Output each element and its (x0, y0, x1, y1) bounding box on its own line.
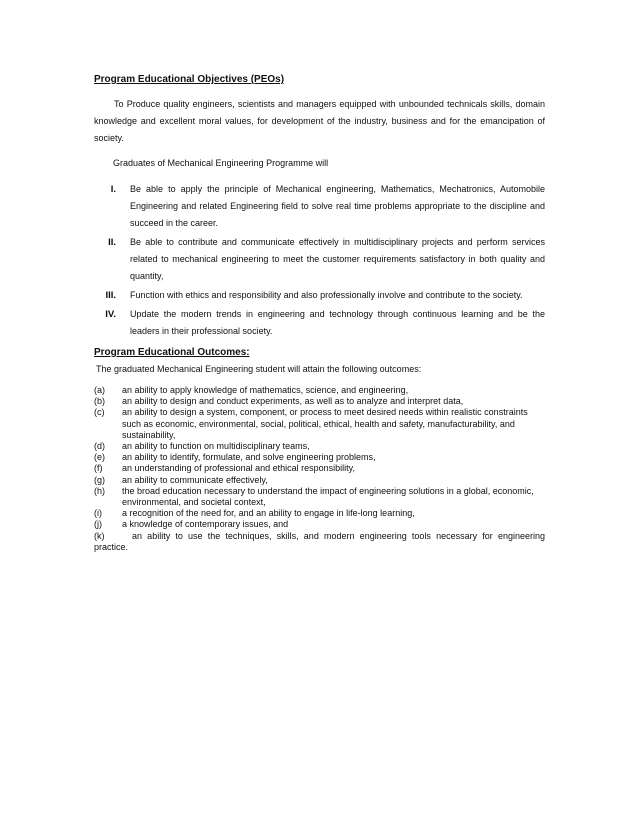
outcome-item (94, 508, 545, 519)
outcome-label: (k) (94, 530, 105, 541)
outcome-text: an ability to design a system, component, or process to meet desired needs within realistic constraints such as economic, environmental, social, political, ethical, health and safety, manufacturability, and sustainability, (122, 407, 528, 440)
peo-item (94, 181, 545, 232)
peo-item-number: IV. (105, 309, 116, 320)
outcome-text: an ability to use the techniques, skills, and modern engineering tools necessary for engineering practice. (94, 530, 545, 552)
outcome-text: the broad education necessary to understand the impact of engineering solutions in a global, economic, environmental, and societal context, (122, 485, 534, 508)
peo-item-text: Be able to apply the principle of Mechanical engineering, Mathematics, Mechatronics, Automobile Engineering and related Engineering field to solve real time problems appropriate to the discipline and succeed in the career. (130, 184, 545, 228)
outcome-item (94, 519, 545, 530)
peo-item-number: III. (105, 290, 116, 301)
outcome-text: an ability to function on multidisciplinary teams, (122, 441, 310, 452)
peo-item-text: Function with ethics and responsibility and also professionally involve and contribute to the society. (130, 290, 523, 300)
outcome-label: (g) (94, 474, 105, 485)
outcome-label: (e) (94, 452, 105, 463)
outcome-label: (a) (94, 385, 105, 395)
outcome-item (94, 396, 545, 407)
peo-intro-paragraph: To Produce quality engineers, scientists and managers equipped with unbounded technicals skills, domain knowledge and excellent moral values, for development of the industry, business and for the emancipation of society. (94, 99, 545, 143)
outcome-text: an understanding of professional and ethical responsibility, (122, 463, 355, 474)
outcome-item (94, 486, 545, 508)
outcomes-heading: Program Educational Outcomes: (94, 347, 250, 358)
outcome-text: an ability to identify, formulate, and solve engineering problems, (122, 452, 376, 463)
outcome-item (94, 463, 545, 474)
peo-item (94, 287, 545, 304)
outcome-label: (d) (94, 441, 105, 452)
outcome-text: an ability to communicate effectively, (122, 474, 268, 485)
peo-heading: Program Educational Objectives (PEOs) (94, 74, 285, 85)
outcome-label: (j) (94, 519, 102, 530)
peo-item-number: I. (110, 184, 116, 195)
outcome-text: a recognition of the need for, and an ability to engage in life-long learning, (122, 508, 415, 519)
outcome-item (94, 531, 545, 553)
outcome-item (94, 441, 545, 452)
peo-item-number: II. (108, 237, 116, 248)
outcome-label: (f) (94, 463, 103, 474)
outcome-text: an ability to design and conduct experiments, as well as to analyze and interpret data, (122, 396, 464, 407)
outcome-item (94, 475, 545, 486)
peo-item (94, 306, 545, 340)
outcome-label: (c) (94, 407, 105, 418)
outcome-item (94, 407, 545, 441)
outcome-text: an ability to apply knowledge of mathematics, science, and engineering, (122, 385, 409, 395)
outcome-item (94, 385, 545, 396)
outcomes-intro: The graduated Mechanical Engineering student will attain the following outcomes: (96, 364, 422, 374)
outcome-label: (h) (94, 485, 105, 496)
peo-item-text: Be able to contribute and communicate effectively in multidisciplinary projects and perform services related to mechanical engineering to meet the customer requirements satisfactory in both quality and quantity, (130, 237, 545, 281)
peo-list (94, 181, 545, 342)
peo-item (94, 234, 545, 285)
graduates-line: Graduates of Mechanical Engineering Programme will (113, 158, 329, 168)
outcome-item (94, 452, 545, 463)
outcomes-list (94, 385, 545, 553)
peo-item-text: Update the modern trends in engineering and technology through continuous learning and be the leaders in their professional society. (130, 309, 545, 336)
outcome-text: a knowledge of contemporary issues, and (122, 519, 289, 530)
outcome-label: (b) (94, 396, 105, 407)
outcome-label: (i) (94, 508, 102, 519)
